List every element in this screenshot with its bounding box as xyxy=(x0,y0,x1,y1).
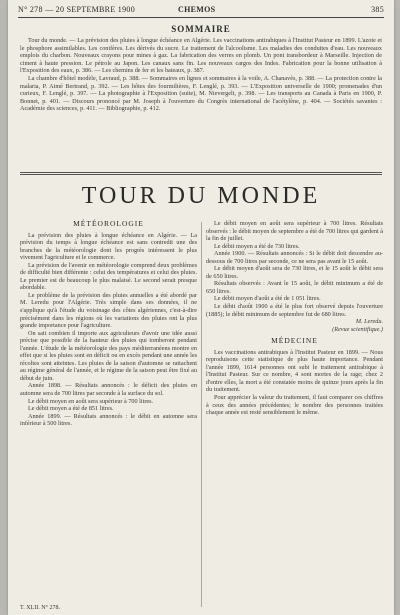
paragraph: Année 1899. — Résultats annoncés : le débit en automne sera inférieur à 500 litres. xyxy=(20,412,197,428)
journal-name: CHEMOS xyxy=(178,5,216,14)
paragraph: Année 1898. — Résultats annoncés : le déficit des pluies en automne sera de 700 litres par seconde à la surface du sol. xyxy=(20,382,197,398)
divider-rule-2 xyxy=(20,174,382,175)
page-footer: T. XLII. N° 278. xyxy=(20,605,60,611)
paragraph: Résultats observés : Avant le 15 août, le débit minimum a été de 650 litres. xyxy=(206,280,383,295)
divider-rule xyxy=(20,172,382,173)
paragraph: Le débit moyen a été de 851 litres. xyxy=(28,405,114,413)
paragraph: Année 1900. — Résultats annoncés : Si le débit doit descendre au-dessous de 700 litres par seconde, ce ne sera pas avant le 15 août. xyxy=(206,250,383,265)
author-signature: M. Leredu. xyxy=(355,318,383,326)
article-title: TOUR DU MONDE xyxy=(81,183,321,209)
running-header xyxy=(18,5,384,18)
sommaire-paragraph-2: La chambre d'hôtel modèle, Lavraud, p. 388. — Sommaires en lignes et sommaires à la voile, A. Chanavès, p. 388. — La protection contre la malaria, P. Aimé Bertrand, p. 392. — Les hôtes des fourmilières, F. Lenglé, p. 393. — L'Exposition universelle de 1900; promenades d'un curieux, F. Lenglé, p. 397. — La photographie à l'Exposition (suite), M. Nievergelt, p. 398. — Les transports au Canada à Paris en 1900, P. Bonnet, p. 401. — Discours prononcé par M. Joseph à l'ouverture du Congrès international de l'acétylène, p. 404. — Sociétés savantes : Académie des sciences, p. 411. — Bibliographie, p. 412. xyxy=(20,74,382,113)
left-column xyxy=(20,220,197,428)
paragraph: Le problème de la prévision des pluies annuelles a été abordé par M. Leredu pour l'Algérie. Très simple dans ses données, il ne s'applique qu'à l'étude du voisinage des côtes algériennes, c'est-à-dire précisément dans les régions où les variations des pluies ont la plus grande importance pour l'agriculture. xyxy=(20,291,197,330)
paragraph: La prévision de l'avenir en météorologie comprend deux problèmes de difficulté bien différente : celui des températures et celui des pluies. Le premier est de beaucoup le plus malaisé. Le second serait presque abordable. xyxy=(20,261,197,292)
page-number: 385 xyxy=(371,5,384,14)
paragraph: Pour apprécier la valeur du traitement, il faut comparer ces chiffres à ceux des années précédentes; le nombre des personnes traitées chaque année est resté sensiblement le même. xyxy=(206,394,383,417)
paragraph: Le débit moyen en août sera supérieur à 700 litres. Résultats observés : le débit moyen de septembre a été de 700 litres qui gardent à la fin de juillet. xyxy=(206,220,383,243)
paragraph: Le débit moyen d'août sera de 730 litres, et le 15 août le débit sera de 650 litres. xyxy=(206,265,383,280)
paragraph: Le débit moyen en août sera supérieur à 700 litres. xyxy=(28,397,154,405)
right-column xyxy=(206,220,383,417)
sommaire-body xyxy=(20,37,382,113)
issue-date: N° 278 — 20 SEPTEMBRE 1900 xyxy=(18,5,136,14)
paragraph: La prévision des pluies à longue échéance en Algérie. — La prévision du temps à longue échéance est sans contredit une des branches de la météorologie dont les progrès intéressent le plus vivement l'agriculture et le commerce. xyxy=(20,231,197,262)
column-divider xyxy=(201,222,202,607)
paragraph: Le débit moyen a été de 730 litres. xyxy=(214,242,300,250)
paragraph: Les vaccinations antirabiques à l'Institut Pasteur en 1899. — Nous reproduisons cette statistique de plus haute importance. Pendant l'année 1899, 1614 personnes ont subi le traitement antirabique à l'Institut Pasteur. Sur ce nombre, 4 sont mortes de la rage; chez 2 d'entre elles, la mort a été constatée moins de quinze jours après la fin du traitement. xyxy=(206,348,383,394)
sommaire-paragraph-1: Tour du monde. — La prévision des pluies à longue échéance en Algérie. Les vaccinations antirabiques à l'Institut Pasteur en 1899. L'azote et le phosphore assimilables. Les conifères. Les dérivés du sucre. Le traitement de l'alcoolisme. Les maladies des conduites d'eau. Les nouveaux emplois du charbon. Nouveaux crayons pour mines à gaz. La fabrication des verres en plomb. Un pont transbordeur à Marseille. Injection de ciment à haute pression. Le pétrole au Japon. Les canaux sans fin. Les nouveaux cargos des Indes. Fabrication pour la bonne utilisation à l'Exposition des eaux, p. 386. — Les chemins de fer et les bateaux, p. 387. xyxy=(20,37,382,75)
sommaire-heading: SOMMAIRE xyxy=(171,24,231,34)
section-heading-medecine: MÉDECINE xyxy=(271,336,318,346)
section-heading-meteo: MÉTÉOROLOGIE xyxy=(73,219,144,228)
source-note: (Revue scientifique.) xyxy=(332,325,383,333)
magazine-page xyxy=(8,0,394,615)
paragraph: Le débit d'août 1900 a été le plus fort observé depuis l'ouverture (1885); le débit minimum de septembre fut de 680 litres. xyxy=(206,303,383,318)
paragraph: Le débit moyen d'août a été de 1 051 litres. xyxy=(214,295,321,303)
paragraph: On sait combien il importe aux agriculteurs d'avoir une idée aussi précise que possible de la hauteur des pluies qui tomberont pendant l'année. L'étude de la météorologie des pays méditerranéens montre en effet que si les pluies sont en déficit ou en excès pendant une année les récoltes sont atteintes. Les pluies de la saison d'automne se rattachent au régime général de l'année, et le régime de la saison peut être fixé au début de juin. xyxy=(20,329,197,382)
